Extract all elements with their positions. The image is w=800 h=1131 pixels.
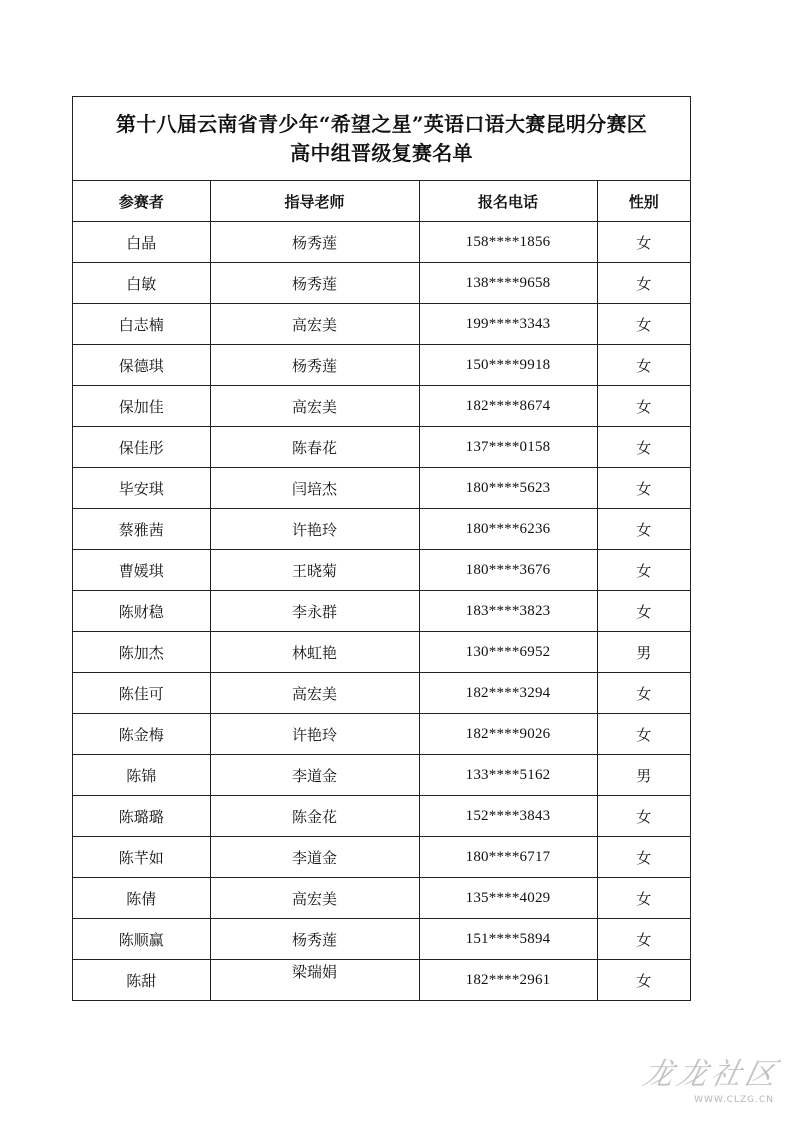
gender-cell-text: 女 bbox=[636, 684, 652, 703]
participant-cell-text: 陈金梅 bbox=[118, 725, 164, 744]
participant-cell bbox=[73, 468, 210, 509]
table-row bbox=[73, 673, 690, 714]
teacher-cell-text: 陈春花 bbox=[291, 438, 337, 457]
teacher-cell-text: 李道金 bbox=[291, 766, 337, 785]
phone-cell bbox=[419, 960, 597, 1001]
table-row bbox=[73, 468, 690, 509]
participant-cell-text: 陈芊如 bbox=[118, 848, 164, 867]
participant-cell-text: 陈甜 bbox=[126, 971, 157, 990]
participant-cell bbox=[73, 673, 210, 714]
phone-cell bbox=[419, 714, 597, 755]
phone-cell bbox=[419, 222, 597, 263]
gender-cell bbox=[597, 468, 690, 509]
participant-cell-text: 陈璐璐 bbox=[118, 807, 164, 826]
participant-cell bbox=[73, 386, 210, 427]
column-header-gender: 性别 bbox=[597, 181, 690, 222]
teacher-cell-text: 杨秀莲 bbox=[291, 930, 337, 949]
participant-cell-text: 白敏 bbox=[126, 274, 157, 293]
participant-cell-text: 陈顺赢 bbox=[118, 930, 164, 949]
gender-cell bbox=[597, 263, 690, 304]
phone-cell bbox=[419, 919, 597, 960]
participant-cell bbox=[73, 714, 210, 755]
gender-cell bbox=[597, 755, 690, 796]
gender-cell-text: 女 bbox=[636, 356, 652, 375]
teacher-cell bbox=[210, 263, 419, 304]
gender-cell bbox=[597, 837, 690, 878]
teacher-cell bbox=[210, 755, 419, 796]
participant-cell-text: 陈倩 bbox=[126, 889, 157, 908]
teacher-cell-text: 许艳玲 bbox=[291, 520, 337, 539]
teacher-cell-text: 高宏美 bbox=[291, 684, 337, 703]
phone-cell-text: 180****6236 bbox=[465, 520, 551, 537]
participant-cell-text: 保德琪 bbox=[118, 356, 164, 375]
participant-cell-text: 白晶 bbox=[126, 233, 157, 252]
watermark-logo-text: 龙龙社区 bbox=[639, 1057, 783, 1092]
participant-cell-text: 白志楠 bbox=[118, 315, 164, 334]
watermark-url: WWW.CLZG.CN bbox=[694, 1095, 774, 1105]
gender-cell-text: 女 bbox=[636, 930, 652, 949]
teacher-cell-text: 高宏美 bbox=[291, 315, 337, 334]
phone-cell bbox=[419, 386, 597, 427]
table-row bbox=[73, 632, 690, 673]
gender-cell-text: 女 bbox=[636, 807, 652, 826]
gender-cell bbox=[597, 591, 690, 632]
gender-cell-text: 女 bbox=[636, 479, 652, 498]
phone-cell bbox=[419, 755, 597, 796]
gender-cell-text: 女 bbox=[636, 848, 652, 867]
teacher-cell bbox=[210, 796, 419, 837]
phone-cell-text: 183****3823 bbox=[465, 602, 551, 619]
phone-cell bbox=[419, 632, 597, 673]
gender-cell bbox=[597, 509, 690, 550]
table-header-row bbox=[73, 181, 690, 222]
gender-cell bbox=[597, 714, 690, 755]
teacher-cell bbox=[210, 222, 419, 263]
table-row bbox=[73, 263, 690, 304]
phone-cell-text: 135****4029 bbox=[465, 889, 551, 906]
table-row bbox=[73, 509, 690, 550]
phone-cell bbox=[419, 427, 597, 468]
phone-cell-text: 180****3676 bbox=[465, 561, 551, 578]
phone-cell-text: 137****0158 bbox=[465, 438, 551, 455]
document-title bbox=[73, 97, 690, 181]
phone-cell bbox=[419, 509, 597, 550]
table-row bbox=[73, 386, 690, 427]
table-row bbox=[73, 837, 690, 878]
teacher-cell-text: 杨秀莲 bbox=[291, 274, 337, 293]
gender-cell bbox=[597, 796, 690, 837]
teacher-cell bbox=[210, 714, 419, 755]
participant-cell bbox=[73, 304, 210, 345]
table-row bbox=[73, 796, 690, 837]
participant-cell bbox=[73, 263, 210, 304]
gender-cell bbox=[597, 222, 690, 263]
teacher-cell-text: 林虹艳 bbox=[291, 643, 337, 662]
gender-cell bbox=[597, 632, 690, 673]
participant-cell bbox=[73, 427, 210, 468]
participant-cell-text: 陈锦 bbox=[126, 766, 157, 785]
title-line-2: 高中组晋级复赛名单 bbox=[290, 140, 473, 165]
phone-cell bbox=[419, 878, 597, 919]
phone-cell bbox=[419, 304, 597, 345]
phone-cell bbox=[419, 837, 597, 878]
phone-cell-text: 182****2961 bbox=[465, 971, 551, 988]
table-row bbox=[73, 960, 690, 1001]
gender-cell bbox=[597, 673, 690, 714]
phone-cell-text: 182****9026 bbox=[465, 725, 551, 742]
teacher-cell bbox=[210, 960, 419, 1001]
table-row bbox=[73, 714, 690, 755]
teacher-cell bbox=[210, 632, 419, 673]
phone-cell bbox=[419, 550, 597, 591]
teacher-cell-text: 杨秀莲 bbox=[291, 356, 337, 375]
participant-cell-text: 曹媛琪 bbox=[118, 561, 164, 580]
phone-cell bbox=[419, 796, 597, 837]
table-row bbox=[73, 304, 690, 345]
roster-table bbox=[73, 181, 690, 1000]
participant-cell bbox=[73, 878, 210, 919]
phone-cell-text: 180****6717 bbox=[465, 848, 551, 865]
teacher-cell bbox=[210, 345, 419, 386]
gender-cell-text: 男 bbox=[636, 643, 652, 662]
table-row bbox=[73, 550, 690, 591]
gender-cell bbox=[597, 427, 690, 468]
participant-cell bbox=[73, 919, 210, 960]
participant-cell bbox=[73, 837, 210, 878]
teacher-cell-text: 闫培杰 bbox=[291, 479, 337, 498]
phone-cell-text: 138****9658 bbox=[465, 274, 551, 291]
column-header-participant: 参赛者 bbox=[73, 181, 210, 222]
phone-cell bbox=[419, 263, 597, 304]
participant-cell-text: 保加佳 bbox=[118, 397, 164, 416]
gender-cell-text: 女 bbox=[636, 315, 652, 334]
participant-cell-text: 蔡雅茜 bbox=[118, 520, 164, 539]
roster-document bbox=[72, 96, 691, 1001]
gender-cell-text: 女 bbox=[636, 233, 652, 252]
participant-cell bbox=[73, 591, 210, 632]
teacher-cell bbox=[210, 550, 419, 591]
table-row bbox=[73, 755, 690, 796]
participant-cell bbox=[73, 755, 210, 796]
teacher-cell-text: 许艳玲 bbox=[291, 725, 337, 744]
gender-cell bbox=[597, 919, 690, 960]
participant-cell bbox=[73, 632, 210, 673]
participant-cell bbox=[73, 509, 210, 550]
teacher-cell bbox=[210, 878, 419, 919]
teacher-cell bbox=[210, 673, 419, 714]
table-row bbox=[73, 222, 690, 263]
teacher-cell bbox=[210, 591, 419, 632]
phone-cell bbox=[419, 468, 597, 509]
teacher-cell bbox=[210, 468, 419, 509]
participant-cell-text: 陈佳可 bbox=[118, 684, 164, 703]
phone-cell-text: 180****5623 bbox=[465, 479, 551, 496]
participant-cell bbox=[73, 550, 210, 591]
phone-cell-text: 158****1856 bbox=[465, 233, 551, 250]
phone-cell bbox=[419, 673, 597, 714]
gender-cell-text: 女 bbox=[636, 889, 652, 908]
phone-cell-text: 130****6952 bbox=[465, 643, 551, 660]
phone-cell-text: 151****5894 bbox=[465, 930, 551, 947]
teacher-cell bbox=[210, 837, 419, 878]
table-row bbox=[73, 878, 690, 919]
phone-cell-text: 152****3843 bbox=[465, 807, 551, 824]
table-row bbox=[73, 919, 690, 960]
participant-cell-text: 陈加杰 bbox=[118, 643, 164, 662]
phone-cell-text: 182****8674 bbox=[465, 397, 551, 414]
gender-cell-text: 女 bbox=[636, 274, 652, 293]
participant-cell-text: 陈财稳 bbox=[118, 602, 164, 621]
participant-cell-text: 毕安琪 bbox=[118, 479, 164, 498]
table-row bbox=[73, 591, 690, 632]
site-watermark bbox=[630, 1049, 783, 1109]
teacher-cell-text: 梁瑞娟 bbox=[291, 962, 337, 981]
gender-cell bbox=[597, 345, 690, 386]
gender-cell bbox=[597, 550, 690, 591]
phone-cell bbox=[419, 591, 597, 632]
teacher-cell-text: 高宏美 bbox=[291, 397, 337, 416]
teacher-cell-text: 杨秀莲 bbox=[291, 233, 337, 252]
participant-cell bbox=[73, 960, 210, 1001]
gender-cell-text: 女 bbox=[636, 725, 652, 744]
teacher-cell-text: 高宏美 bbox=[291, 889, 337, 908]
teacher-cell-text: 王晓菊 bbox=[291, 561, 337, 580]
participant-cell bbox=[73, 345, 210, 386]
teacher-cell-text: 李永群 bbox=[291, 602, 337, 621]
teacher-cell-text: 李道金 bbox=[291, 848, 337, 867]
phone-cell bbox=[419, 345, 597, 386]
gender-cell bbox=[597, 960, 690, 1001]
teacher-cell bbox=[210, 509, 419, 550]
gender-cell bbox=[597, 386, 690, 427]
phone-cell-text: 182****3294 bbox=[465, 684, 551, 701]
phone-cell-text: 150****9918 bbox=[465, 356, 551, 373]
table-row bbox=[73, 345, 690, 386]
title-line-1: 第十八届云南省青少年“希望之星”英语口语大赛昆明分赛区 bbox=[115, 111, 648, 136]
gender-cell-text: 女 bbox=[636, 520, 652, 539]
gender-cell-text: 女 bbox=[636, 397, 652, 416]
column-header-teacher: 指导老师 bbox=[210, 181, 419, 222]
teacher-cell bbox=[210, 427, 419, 468]
gender-cell-text: 女 bbox=[636, 561, 652, 580]
participant-cell-text: 保佳彤 bbox=[118, 438, 164, 457]
table-row bbox=[73, 427, 690, 468]
participant-cell bbox=[73, 796, 210, 837]
gender-cell bbox=[597, 304, 690, 345]
column-header-phone: 报名电话 bbox=[419, 181, 597, 222]
participant-cell bbox=[73, 222, 210, 263]
phone-cell-text: 133****5162 bbox=[465, 766, 551, 783]
gender-cell-text: 男 bbox=[636, 766, 652, 785]
teacher-cell-text: 陈金花 bbox=[291, 807, 337, 826]
roster-body bbox=[73, 222, 690, 1001]
teacher-cell bbox=[210, 304, 419, 345]
gender-cell bbox=[597, 878, 690, 919]
gender-cell-text: 女 bbox=[636, 602, 652, 621]
phone-cell-text: 199****3343 bbox=[465, 315, 551, 332]
gender-cell-text: 女 bbox=[636, 438, 652, 457]
gender-cell-text: 女 bbox=[636, 971, 652, 990]
teacher-cell bbox=[210, 919, 419, 960]
teacher-cell bbox=[210, 386, 419, 427]
